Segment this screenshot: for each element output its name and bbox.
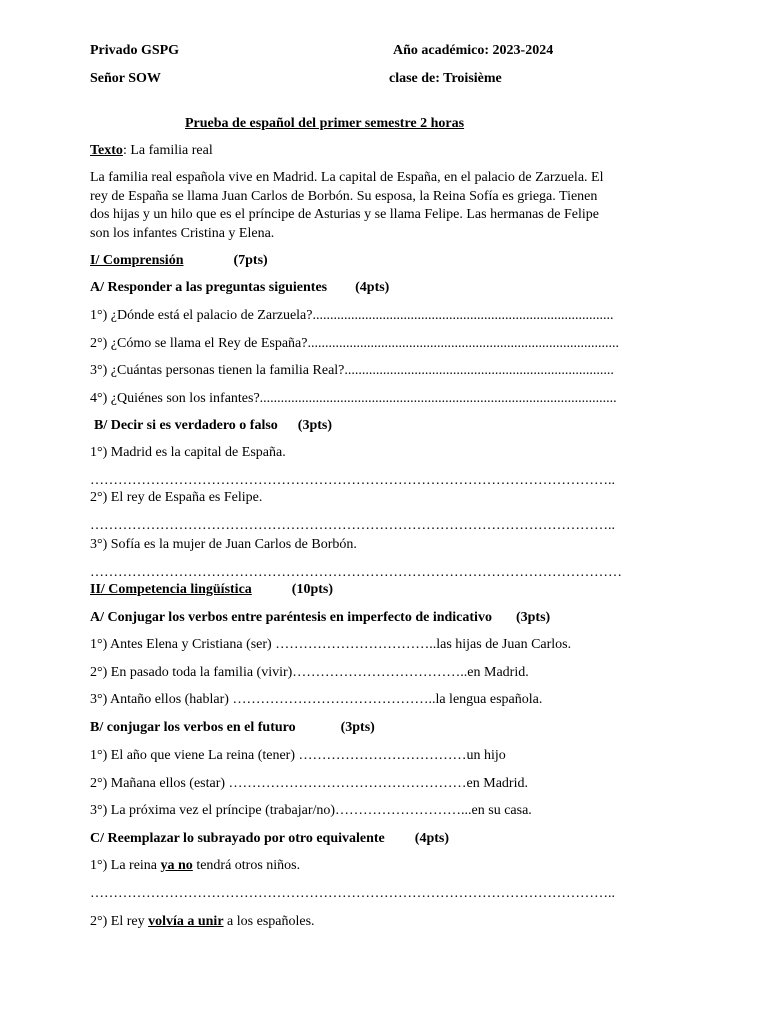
section2-title: II/ Competencia lingüística [90, 582, 252, 597]
section2-points: (10pts) [291, 582, 334, 597]
replace-item-2 [90, 913, 315, 931]
section1-heading [90, 252, 268, 270]
replace-item-2-underlined: volvía a unir [148, 914, 224, 929]
class-name: clase de: Troisième [389, 71, 502, 86]
section2-heading [90, 581, 333, 599]
partB-title: B/ Decir si es verdadero o falso [94, 418, 278, 433]
paragraph-line: La familia real española vive en Madrid. La capital de España, en el palacio de Zarzuela. El [90, 170, 604, 185]
answer-line: ………………………………………………………………………………………………….. [90, 518, 615, 533]
paragraph-line: son los infantes Cristina y Elena. [90, 225, 275, 241]
replace-item-2-after: a los españoles. [223, 914, 315, 929]
section2-partC-heading [90, 830, 449, 848]
school-name: Privado GSPG [90, 43, 180, 58]
section1-title: I/ Comprensión [90, 253, 184, 268]
partA-points: (4pts) [355, 280, 390, 295]
answer-line: …………………………………………………………………………………………………… [90, 565, 622, 580]
teacher-name: Señor SOW [90, 71, 161, 86]
statement-3: 3°) Sofía es la mujer de Juan Carlos de Borbón. [90, 537, 357, 552]
replace-item-1-before: 1°) La reina [90, 858, 161, 873]
text-label: Texto [90, 143, 123, 158]
section1-points: (7pts) [233, 253, 268, 268]
conjugation-item-2: 2°) En pasado toda la familia (vivir)………………………………..en Madrid. [90, 665, 529, 680]
s2-partA-title: A/ Conjugar los verbos entre paréntesis en imperfecto de indicativo [90, 610, 492, 625]
s2-partA-points: (3pts) [515, 610, 551, 625]
academic-year: Año académico: 2023-2024 [393, 43, 554, 58]
question-3: 3°) ¿Cuántas personas tienen la familia Real?............................................................................. [90, 363, 614, 378]
replace-item-1 [90, 857, 300, 875]
section1-partB-heading [94, 417, 332, 435]
text-paragraph [90, 169, 680, 243]
answer-line: ………………………………………………………………………………………………….. [90, 886, 615, 901]
text-heading [90, 142, 213, 160]
section1-partA-heading [90, 279, 389, 297]
exam-title: Prueba de español del primer semestre 2 horas [185, 116, 465, 131]
partA-title: A/ Responder a las preguntas siguientes [90, 280, 328, 295]
future-item-3: 3°) La próxima vez el príncipe (trabajar/no)………………………...en su casa. [90, 803, 532, 818]
text-title: : La familia real [122, 143, 213, 158]
paragraph-line: dos hijas y un hilo que es el príncipe de Asturias y se llama Felipe. Las hermanas de Felipe [90, 207, 599, 222]
statement-2: 2°) El rey de España es Felipe. [90, 490, 263, 505]
s2-partC-title: C/ Reemplazar lo subrayado por otro equivalente [90, 831, 385, 846]
paragraph-line: rey de España se llama Juan Carlos de Borbón. Su esposa, la Reina Sofía es griega. Tienen [90, 188, 598, 204]
answer-line: ………………………………………………………………………………………………….. [90, 473, 615, 488]
question-2: 2°) ¿Cómo se llama el Rey de España?......................................................................................... [90, 336, 619, 351]
replace-item-2-before: 2°) El rey [90, 914, 149, 929]
s2-partB-points: (3pts) [340, 720, 375, 735]
statement-1: 1°) Madrid es la capital de España. [90, 445, 286, 460]
question-4: 4°) ¿Quiénes son los infantes?...................................................................................................... [90, 391, 617, 406]
s2-partB-title: B/ conjugar los verbos en el futuro [90, 720, 296, 735]
partB-points: (3pts) [297, 418, 333, 433]
s2-partC-points: (4pts) [414, 831, 450, 846]
section2-partA-heading [90, 609, 550, 627]
conjugation-item-1: 1°) Antes Elena y Cristiana (ser) ……………………………..las hijas de Juan Carlos. [90, 637, 572, 652]
conjugation-item-3: 3°) Antaño ellos (hablar) ……………………………………..la lengua española. [90, 692, 543, 707]
future-item-2: 2°) Mañana ellos (estar) ……………………………………………en Madrid. [90, 776, 528, 791]
section2-partB-heading [90, 719, 375, 737]
question-1: 1°) ¿Dónde está el palacio de Zarzuela?...................................................................................... [90, 308, 614, 323]
replace-item-1-after: tendrá otros niños. [192, 858, 301, 873]
future-item-1: 1°) El año que viene La reina (tener) ………………………………un hijo [90, 748, 506, 763]
replace-item-1-underlined: ya no [160, 858, 193, 873]
